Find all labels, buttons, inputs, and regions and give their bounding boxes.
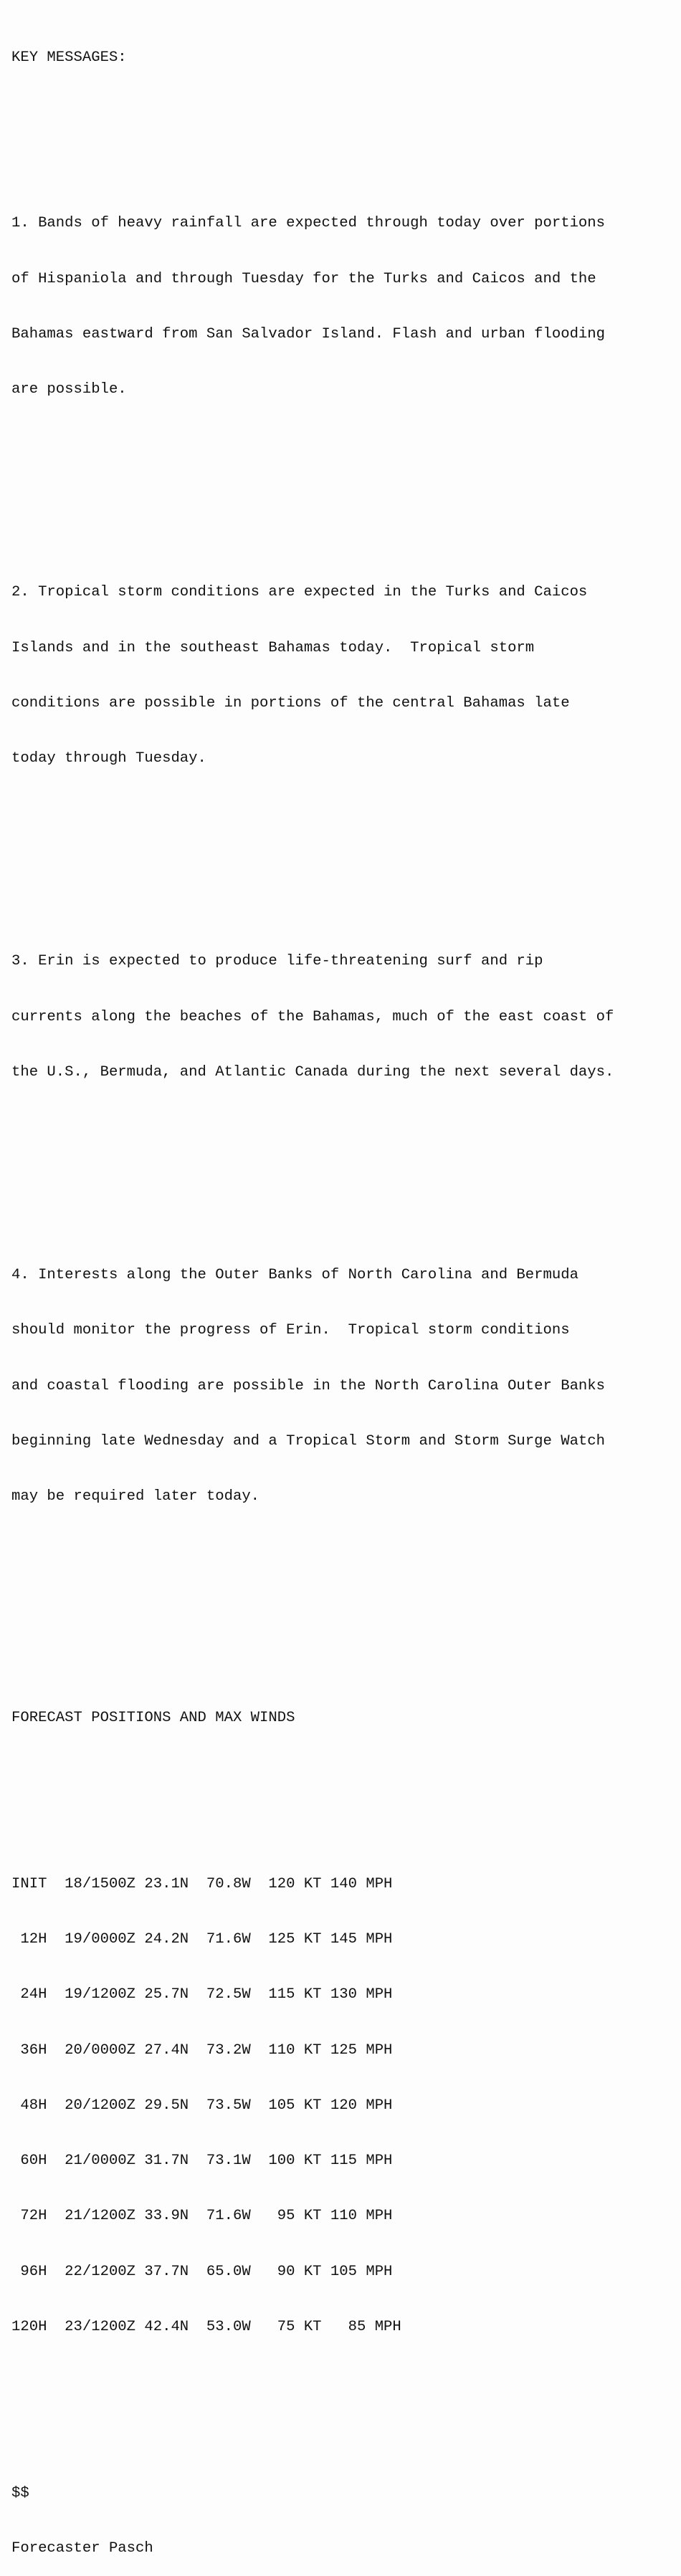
forecast-table — [11, 1838, 675, 2373]
key-message-4 — [11, 1230, 675, 1543]
forecast-row: 60H 21/0000Z 31.7N 73.1W 100 KT 115 MPH — [11, 2153, 393, 2169]
message-line: Bahamas eastward from San Salvador Island. Flash and urban flooding — [11, 325, 606, 343]
spacer — [11, 473, 675, 492]
spacer — [11, 1580, 675, 1599]
forecast-row: 24H 19/1200Z 25.7N 72.5W 115 KT 130 MPH — [11, 1986, 393, 2003]
forecast-title: FORECAST POSITIONS AND MAX WINDS — [11, 1710, 295, 1726]
spacer — [11, 1764, 675, 1783]
message-line: 2. Tropical storm conditions are expected in the Turks and Caicos — [11, 584, 588, 601]
key-message-2 — [11, 547, 675, 805]
spacer — [11, 1156, 675, 1174]
message-line: the U.S., Bermuda, and Atlantic Canada during the next several days. — [11, 1063, 614, 1081]
forecast-row: 36H 20/0000Z 27.4N 73.2W 110 KT 125 MPH — [11, 2041, 393, 2059]
message-line: should monitor the progress of Erin. Tropical storm conditions — [11, 1322, 570, 1339]
spacer — [11, 2410, 675, 2429]
message-line: currents along the beaches of the Bahamas, much of the east coast of — [11, 1008, 614, 1025]
message-line: may be required later today. — [11, 1488, 260, 1505]
message-line: are possible. — [11, 381, 127, 398]
message-line: and coastal flooding are possible in the North Carolina Outer Banks — [11, 1377, 606, 1394]
forecast-row: 12H 19/0000Z 24.2N 71.6W 125 KT 145 MPH — [11, 1931, 393, 1948]
spacer — [11, 104, 675, 123]
key-message-3 — [11, 916, 675, 1119]
spacer — [11, 842, 675, 861]
spacer — [11, 1635, 675, 1654]
forecast-row: 72H 21/1200Z 33.9N 71.6W 95 KT 110 MPH — [11, 2208, 393, 2225]
forecast-row: 96H 22/1200Z 37.7N 65.0W 90 KT 105 MPH — [11, 2263, 393, 2280]
message-line: 1. Bands of heavy rainfall are expected through today over portions — [11, 215, 606, 232]
end-marker: $$ — [11, 2484, 29, 2501]
message-line: 4. Interests along the Outer Banks of North Carolina and Bermuda — [11, 1267, 578, 1283]
key-messages-heading: KEY MESSAGES: — [11, 49, 127, 66]
message-line: beginning late Wednesday and a Tropical Storm and Storm Surge Watch — [11, 1432, 606, 1450]
message-line: conditions are possible in portions of the central Bahamas late — [11, 694, 570, 712]
message-line: of Hispaniola and through Tuesday for the Turks and Caicos and the — [11, 270, 596, 287]
advisory-text — [11, 11, 675, 2576]
message-line: 3. Erin is expected to produce life-threatening surf and rip — [11, 953, 543, 970]
message-line: today through Tuesday. — [11, 750, 206, 767]
forecast-row: INIT 18/1500Z 23.1N 70.8W 120 KT 140 MPH — [11, 1875, 393, 1892]
forecast-row: 48H 20/1200Z 29.5N 73.5W 105 KT 120 MPH — [11, 2097, 393, 2114]
key-message-1 — [11, 178, 675, 436]
forecaster-signature: Forecaster Pasch — [11, 2539, 153, 2557]
forecast-row: 120H 23/1200Z 42.4N 53.0W 75 KT 85 MPH — [11, 2318, 401, 2335]
message-line: Islands and in the southeast Bahamas today. Tropical storm — [11, 639, 535, 656]
